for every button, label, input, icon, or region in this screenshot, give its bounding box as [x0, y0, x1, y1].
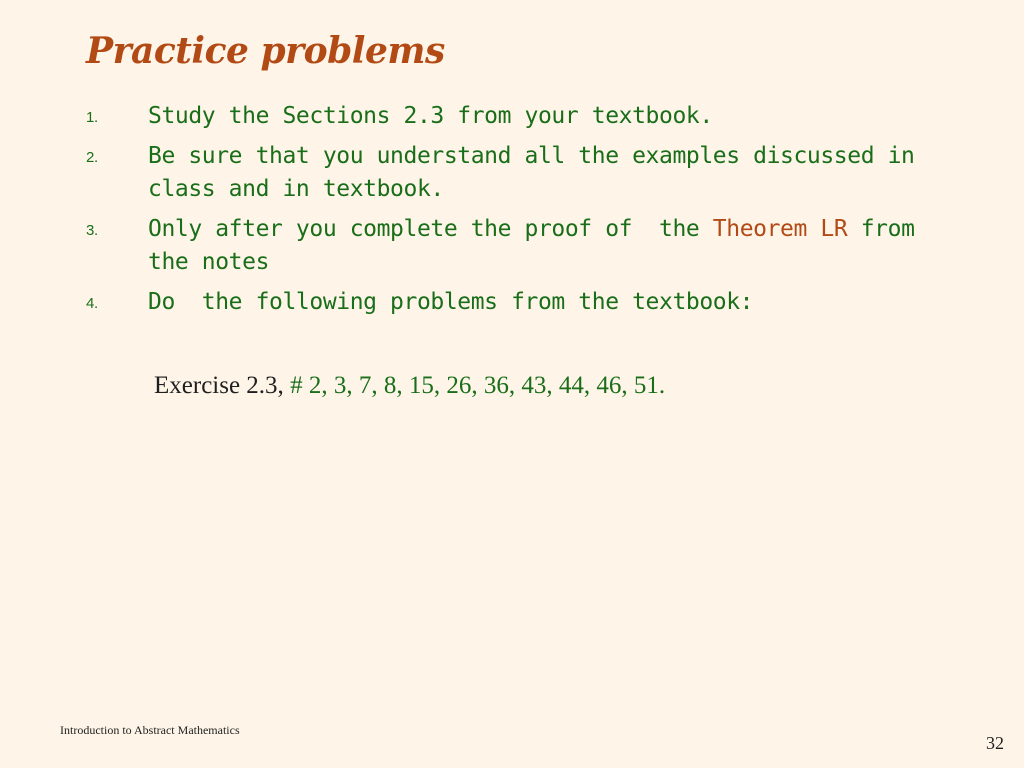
list-item-text: Do the following problems from the textbook:: [148, 289, 754, 315]
theorem-reference: Theorem LR: [712, 216, 848, 242]
list-item-text: Study the Sections 2.3 from your textbook.: [148, 103, 713, 129]
list-item-text-continued: from the notes: [148, 216, 928, 275]
list-item-number: 2.: [86, 149, 98, 166]
list-item-number: 4.: [86, 295, 98, 312]
list-item: [86, 286, 946, 319]
exercise-line: [154, 372, 665, 400]
exercise-numbers: # 2, 3, 7, 8, 15, 26, 36, 43, 44, 46, 51.: [290, 372, 666, 399]
slide-title: Practice problems: [86, 30, 445, 72]
practice-list: [86, 100, 946, 326]
footer-course-title: Introduction to Abstract Mathematics: [60, 723, 240, 737]
list-item: [86, 100, 946, 133]
slide-number: 32: [986, 733, 1004, 753]
list-item: [86, 140, 946, 206]
list-item-number: 1.: [86, 109, 98, 126]
list-item-text: Be sure that you understand all the examples discussed in class and in textbook.: [148, 143, 915, 202]
list-item-text: Only after you complete the proof of the: [148, 216, 713, 242]
exercise-label: Exercise 2.3,: [154, 372, 291, 399]
list-item: [86, 213, 946, 279]
list-item-number: 3.: [86, 222, 98, 239]
